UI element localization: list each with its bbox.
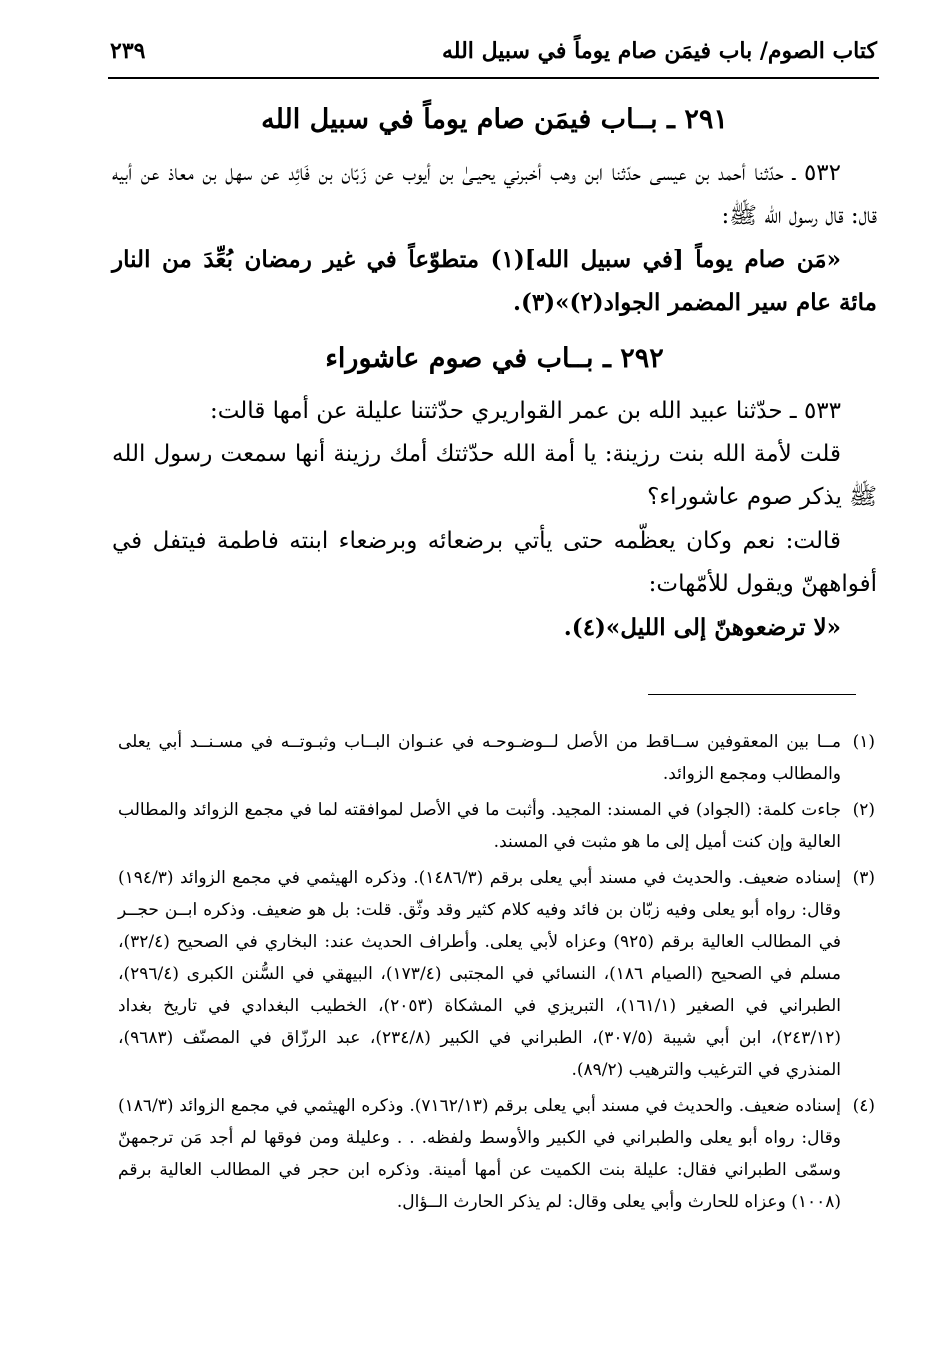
chapter-title-291: ٢٩١ ـ بــاب فيمَن صام يوماً في سبيل الله [261,104,728,135]
page-number: ٢٣٩ [110,38,146,64]
running-title: كتاب الصوم/ باب فيمَن صام يوماً في سبيل الله [442,38,877,64]
footnotes [118,726,875,1222]
hadith-533-answer: قالت: نعم وكان يعظّمه حتى يأتي برضعائه وبرضعاء ابنته فاطمة فيتفل في أفواههنّ ويقول للأمّهات: [112,528,877,597]
footnote-number: (٢) [852,800,875,820]
hadith-533-matn: «لا ترضعوهنّ إلى الليل»(٤). [563,614,841,641]
footnote-number: (٤) [852,1096,875,1116]
hadith-533-isnad: ٥٣٣ ـ حدّثنا عبيد الله بن عمر القواريري حدّثتنا عليلة عن أمها قالت: [209,398,841,424]
footnote [118,726,875,790]
footnote-text: إسناده ضعيف. والحديث في مسند أبي يعلى برقم (١٤٨٦/٣). وذكره الهيثمي في مجمع الزوائد (١٩٤/٣) وقال: رواه أبو يعلى وفيه زبّان بن فائد وفيه كلام كثير وقد وثّق. قلت: بل هو ضعيف. وذكره ابــن حجــر في المطالب العالية برقم (٩٢٥) وعزاه لأبي يعلى. وأطراف الحديث عند: البخاري في الصحيح (٣٢/٤)، مسلم في الصحيح (الصيام ١٨٦)، النسائي في المجتبى (١٧٣/٤)، البيهقي في السُّنن الكبرى (٢٩٦/٤)، الطبراني في الصغير (١٦١/١)، التبريزي في المشكاة (٢٠٥٣)، الخطيب البغدادي في تاريخ بغداد (٢٤٣/١٢)، ابن أبي شيبة (٣٠٧/٥)، الطبراني في الكبير (٢٣٤/٨)، عبد الرزّاق في المصنّف (٩٦٨٣)، المنذري في الترغيب والترهيب (٨٩/٢). [118,868,842,1080]
hadith-533-question: قلت لأمة الله بنت رزينة: يا أمة الله حدّثتك أمك رزينة أنها سمعت رسول الله ﷺ يذكر صوم عاشوراء؟ [112,441,877,510]
footnote [118,862,875,1086]
footnote-text: جاءت كلمة: (الجواد) في المسند: المجيد. وأثبت ما في الأصل لموافقته لما في مجمع الزوائد والمطالب العالية وإن كنت أميل إلى ما هو مثبت في المسند. [118,800,841,852]
hadith-532-matn: «مَن صام يوماً [في سبيل الله](١) متطوّعاً في غير رمضان بُعِّدَ من النار مائة عام سير المضمر الجواد(٢)»(٣). [112,246,877,316]
chapter-title-292: ٢٩٢ ـ بــاب في صوم عاشوراء [325,343,664,374]
footnote-text: مــا بين المعقوفين ســاقط من الأصل لــوضـوحـه في عنـوان البــاب وثبـوتــه في مسـنــد أبي يعلى والمطالب ومجمع الزوائد. [118,732,841,784]
footnote [118,1090,875,1218]
footnote-number: (١) [852,732,875,752]
footnote-number: (٣) [852,868,875,888]
footnote [118,794,875,858]
hadith-532-isnad: ٥٣٢ ـ حدّثنا أحمد بن عيسى حدّثنا ابن وهب أخبرني يحيـىٰ بن أيوب عن زَبّان بن فَائِد عن سهل بن معاذ عن أبيه قال: قال رسول الله ﷺ: [112,160,877,229]
footnote-separator [648,694,856,695]
footnote-text: إسناده ضعيف. والحديث في مسند أبي يعلى برقم (٧١٦٢/١٣). وذكره الهيثمي في مجمع الزوائد (١٨٦/٣) وقال: رواه أبو يعلى والطبراني في الكبير والأوسط ولفظه. . . وعليلة ومن فوقها لم أجد مَن ترجمهنّ وسمّى الطبراني فقال: عليلة بنت الكميت عن أمها أمينة. وذكره ابن حجر في المطالب العالية برقم (١٠٠٨) وعزاه للحارث وأبي يعلى وقال: لم يذكر الحارث الــؤال. [118,1096,841,1212]
main-text [112,0,877,690]
